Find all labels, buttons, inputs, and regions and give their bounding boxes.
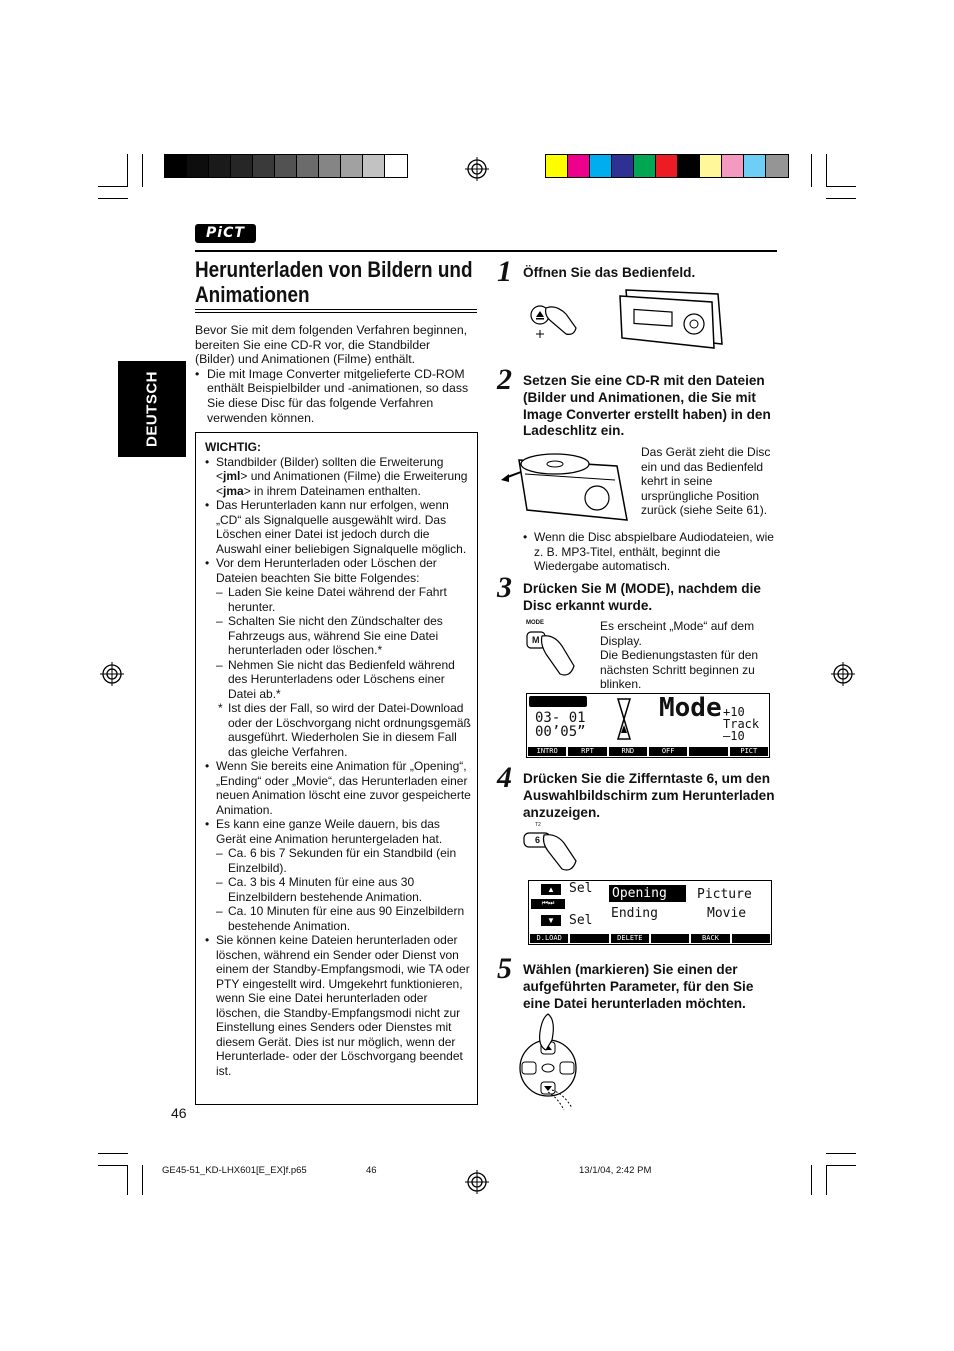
note-bullet: • Vor dem Herunterladen oder Löschen der Dateien beachten Sie bitte Folgendes: – Laden Sie keine Datei während der Fahrt herunter. – Schalten Sie nicht den Zündschalter des Fahrzeugs aus, während Sie eine Datei herunterladen oder löschen.* – Nehmen Sie nicht das Bedienfeld während des Herunterladens oder Löschens einer Datei ab.* * Ist dies der Fall, so wird der Datei-Download oder der Löschvorgang nicht ordnungsgemäß ausgeführt. Wiederholen Sie in diesem Fall das gleiche Verfahren. — [205, 556, 473, 759]
color-swatch — [568, 155, 590, 177]
color-swatch — [700, 155, 722, 177]
note-bullet: • Es kann eine ganze Weile dauern, bis das Gerät eine Animation heruntergeladen hat. – Ca. 6 bis 7 Sekunden für ein Standbild (ein Einzelbild). – Ca. 3 bis 4 Minuten für eine aus 30 Einzelbildern bestehende Animation. – Ca. 10 Minuten für eine aus 90 Einzelbildern bestehende Animation. — [205, 817, 473, 933]
soft-key-label: BACK — [691, 934, 729, 943]
hourglass-icon — [616, 697, 632, 741]
opening-option[interactable]: Opening — [609, 885, 686, 902]
movie-option[interactable]: Movie — [707, 906, 747, 921]
step-number: 1 — [497, 255, 512, 288]
intro-bullet: • Die mit Image Converter mitgelieferte CD-ROM enthält Beispielbilder und -animationen, so dass Sie diese Disc für das folgende Verfahren verwenden können. — [195, 367, 480, 425]
color-swatch — [656, 155, 678, 177]
step-text: Drücken Sie die Zifferntaste 6, um den Auswahlbildschirm zum Herunterladen anzuzeigen. — [523, 771, 775, 820]
step-number: 2 — [497, 363, 512, 396]
disc-insert-illustration — [497, 440, 635, 526]
registration-mark-icon — [465, 1170, 489, 1194]
ending-option[interactable]: Ending — [611, 906, 658, 921]
registration-mark-icon — [831, 662, 855, 686]
color-swatch — [634, 155, 656, 177]
footer-date: 13/1/04, 2:42 PM — [579, 1165, 652, 1176]
time-readout: 00’05” — [535, 724, 586, 740]
soft-key-label — [651, 934, 689, 943]
color-swatch — [612, 155, 634, 177]
mode-display-screen — [526, 693, 770, 758]
language-tab: DEUTSCH — [118, 361, 186, 457]
color-calibration-bar — [545, 154, 789, 178]
color-swatch — [187, 155, 209, 177]
download-select-screen — [528, 880, 772, 945]
top-rule — [195, 250, 777, 252]
title-underline — [195, 312, 477, 313]
skip-minus-label: –10 — [723, 729, 745, 743]
color-swatch — [275, 155, 297, 177]
m-button-label: M — [532, 635, 540, 645]
skip-icons: ⏮⏭ — [531, 899, 565, 909]
step-text: Setzen Sie eine CD-R mit den Dateien (Bilder und Animationen, die Sie mit Image Converter erstellt haben) in den Ladeschlitz ein. — [523, 373, 771, 439]
select-label: Sel — [569, 913, 593, 928]
step-bullet: • Wenn die Disc abspielbare Audiodateien, wie z. B. MP3-Titel, enthält, beginnt die Wiedergabe automatisch. — [523, 530, 784, 574]
soft-key-label: RPT — [568, 747, 606, 756]
important-note-box: WICHTIG: • Standbilder (Bilder) sollten die Erweiterung <jml> und Animationen (Filme) die Erweiterung <jma> in ihrem Dateinamen enthalten. • Das Herunterladen kann nur erfolgen, wenn „CD“ als Signalquelle ausgewählt wird. Das Löschen einer Datei ist jedoch durch die Auswahl einer beliebigen Signalquelle möglich. • Vor dem Herunterladen oder Löschen der Dateien beachten Sie bitte Folgendes: – Laden Sie keine Datei während der Fahrt herunter. – Schalten Sie nicht den Zündschalter des Fahrzeugs aus, während Sie eine Datei herunterladen oder löschen.* – Nehmen Sie nicht das Bedienfeld während des Herunterladens oder Löschens einer Datei ab.* * Ist dies der Fall, so wird der Datei-Download oder der Löschvorgang nicht ordnungsgemäß ausgeführt. Wiederholen Sie in diesem Fall das gleiche Verfahren. • Wenn Sie bereits eine Animation für „Opening“, „Ending“ oder „Movie“, das Herunterladen einer neuen Animation löscht eine zuvor gespeicherte Animation. • Es kann eine ganze Weile dauern, bis das Gerät eine Animation heruntergeladen hat. – Ca. 6 bis 7 Sekunden für ein Standbild (ein Einzelbild). – Ca. 3 bis 4 Minuten für eine aus 30 Einzelbildern bestehende Animation. – Ca. 10 Minuten für eine aus 90 Einzelbildern bestehende Animation. • Sie können keine Dateien herunterladen oder löschen, während ein Sender oder Dienst von einem der Standby-Empfangsmodi, wie TA oder PTY eingestellt wird. Umgekehrt funktionieren, wenn Sie eine Datei herunterladen oder löschen, die Standby-Empfangsmodi nicht zur Einstellung eines Senders oder Dienstes mit diesem Gerät. Dies ist nur möglich, wenn der Herunterlade- oder der Löschvorgang beendet ist. — [195, 432, 478, 1105]
page-number: 46 — [171, 1105, 187, 1121]
color-swatch — [766, 155, 788, 177]
mode-label: Mode — [659, 693, 722, 723]
soft-key-label: RND — [609, 747, 647, 756]
color-swatch — [744, 155, 766, 177]
color-swatch — [363, 155, 385, 177]
registration-mark-icon — [465, 157, 489, 181]
color-swatch — [546, 155, 568, 177]
soft-key-label: PICT — [730, 747, 768, 756]
soft-key-label: D.LOAD — [530, 934, 568, 943]
soft-key-label — [689, 747, 727, 756]
six-button-label: 6 — [535, 835, 541, 845]
number-6-button-press-icon[interactable] — [522, 829, 580, 877]
step-text: Wählen (markieren) Sie einen der aufgeführten Parameter, für den Sie eine Datei herunterladen möchten. — [523, 962, 754, 1011]
select-label: Sel — [569, 881, 593, 896]
step-number: 3 — [497, 571, 512, 604]
soft-key-label: OFF — [649, 747, 687, 756]
track-label: Track — [723, 717, 760, 731]
picture-option[interactable]: Picture — [697, 887, 752, 902]
note-bullet: • Sie können keine Dateien herunterladen oder löschen, während ein Sender oder Dienst von einem der Standby-Empfangsmodi, wie TA oder PTY eingestellt wird. Umgekehrt funktionieren, wenn Sie eine Datei herunterladen oder löschen, die Standby-Empfangsmodi nicht zur Einstellung eines Senders oder Dienstes mit diesem Gerät. Dies ist nur möglich, wenn der Herunterlade- oder der Löschvorgang beendet ist. — [205, 933, 473, 1078]
disc-track-readout: 03- 01 — [535, 710, 586, 726]
step-number: 5 — [497, 952, 512, 985]
step-side-note: Das Gerät zieht die Disc ein und das Bedienfeld kehrt in seine ursprüngliche Position zurück (siehe Seite 61). — [641, 445, 771, 517]
soft-key-label — [732, 934, 770, 943]
soft-key-row — [530, 934, 770, 943]
step-text: Öffnen Sie das Bedienfeld. — [523, 265, 696, 280]
soft-key-label: DELETE — [611, 934, 649, 943]
skip-plus-label: +10 — [723, 705, 745, 719]
step-number: 4 — [497, 761, 512, 794]
step-text: Drücken Sie M (MODE), nachdem die Disc erkannt wurde. — [523, 581, 761, 613]
soft-key-row — [528, 747, 768, 756]
footer-filename: GE45-51_KD-LHX601[E_EX]f.p65 — [162, 1165, 307, 1176]
soft-key-label — [570, 934, 608, 943]
color-swatch — [722, 155, 744, 177]
eject-button-press-icon — [526, 300, 582, 344]
down-arrow-icon: ▼ — [541, 915, 561, 926]
color-swatch — [341, 155, 363, 177]
faceplate-open-illustration — [614, 286, 726, 352]
soft-key-label: INTRO — [528, 747, 566, 756]
title-underline — [195, 309, 477, 310]
color-swatch — [319, 155, 341, 177]
color-swatch — [297, 155, 319, 177]
page-title: Herunterladen von Bildern und Animationen — [195, 257, 473, 307]
color-swatch — [165, 155, 187, 177]
footer-page: 46 — [366, 1165, 377, 1176]
color-swatch — [385, 155, 407, 177]
note-bullet: • Wenn Sie bereits eine Animation für „Opening“, „Ending“ oder „Movie“, das Herunterladen einer neuen Animation löscht eine zuvor gespeicherte Animation. — [205, 759, 473, 817]
color-swatch — [231, 155, 253, 177]
gray-calibration-bar — [164, 154, 408, 178]
registration-mark-icon — [100, 662, 124, 686]
color-swatch — [209, 155, 231, 177]
pict-logo: PiCT — [195, 224, 256, 243]
up-arrow-icon: ▲ — [541, 884, 561, 895]
color-swatch — [678, 155, 700, 177]
t2-label: T2 — [535, 822, 541, 828]
mode-button-label: MODE — [526, 620, 544, 626]
intro-text: Bevor Sie mit dem folgenden Verfahren beginnen, bereiten Sie eine CD-R vor, die Standbilder (Bilder) und Animationen (Filme) enthält. • Die mit Image Converter mitgelieferte CD-ROM enthält Beispielbilder und -animationen, so dass Sie diese Disc für das folgende Verfahren verwenden können. — [195, 323, 480, 425]
note-bullet: • Das Herunterladen kann nur erfolgen, wenn „CD“ als Signalquelle ausgewählt wird. Das Löschen einer Datei ist jedoch durch die Auswahl einer beliebigen Signalquelle möglich. — [205, 498, 473, 556]
note-bullet: • Standbilder (Bilder) sollten die Erweiterung <jml> und Animationen (Filme) die Erweiterung <jma> in ihrem Dateinamen enthalten. — [205, 455, 473, 499]
control-dial-press-icon[interactable] — [518, 1012, 580, 1112]
cd-icon — [529, 696, 587, 707]
color-swatch — [253, 155, 275, 177]
step-side-note: Es erscheint „Mode“ auf dem Display. Die Bedienungstasten für den nächsten Schritt beginnen zu blinken. — [600, 619, 759, 691]
color-swatch — [590, 155, 612, 177]
